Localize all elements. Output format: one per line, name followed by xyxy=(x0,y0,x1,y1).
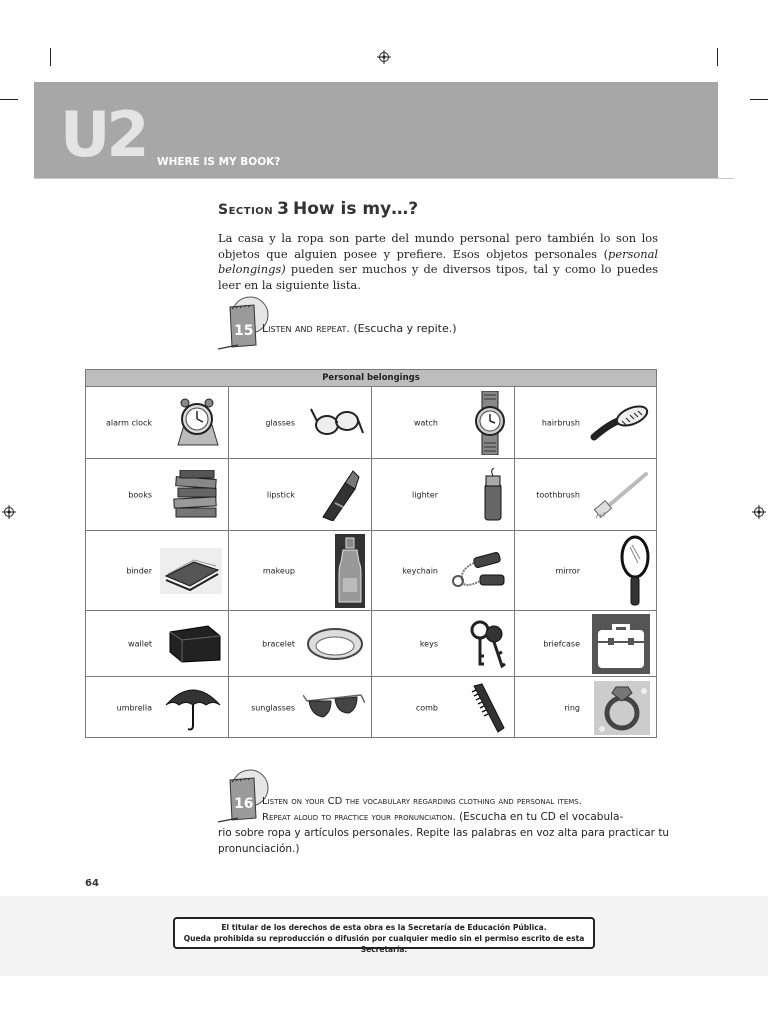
instruction-english: Listen on your CD the vocabulary regarding clothing and personal items. xyxy=(262,796,582,807)
crop-mark xyxy=(750,99,768,100)
section-label: Section xyxy=(218,202,274,218)
binder-icon xyxy=(160,548,222,594)
crop-mark xyxy=(717,48,718,66)
table-cell xyxy=(86,387,229,459)
wallet-icon xyxy=(168,624,222,664)
item-label: alarm clock xyxy=(105,418,152,427)
watch-icon xyxy=(472,391,508,455)
table-cell xyxy=(515,459,656,531)
intro-paragraph xyxy=(218,231,658,293)
item-label: mirror xyxy=(555,566,580,575)
notice-line: Queda prohibida su reproducción o difusión por cualquier medio sin el permiso escrito de esta Secretaría. xyxy=(183,934,585,954)
glasses-icon xyxy=(309,403,365,443)
table-cell xyxy=(86,611,229,677)
item-label: ring xyxy=(564,703,580,712)
keychain-icon xyxy=(450,551,508,591)
section-title: How is my…? xyxy=(293,199,419,219)
item-label: lipstick xyxy=(266,490,295,499)
mirror-icon xyxy=(620,535,650,607)
table-cell xyxy=(372,387,515,459)
header-divider xyxy=(34,178,734,179)
table-cell xyxy=(372,677,515,738)
track-instruction-line: pronunciación.) xyxy=(218,843,300,855)
table-cell xyxy=(86,459,229,531)
briefcase-icon xyxy=(592,614,650,674)
track-instruction-line xyxy=(262,796,582,807)
table-cell xyxy=(515,531,656,611)
instruction-english: Repeat aloud to practice your pronunciation. xyxy=(262,812,456,823)
item-label: watch xyxy=(413,418,438,427)
intro-text: La casa y la ropa son parte del mundo personal pero también lo son los objetos que alguien posee y prefiere. Esos objetos personales ( xyxy=(218,231,658,261)
comb-icon xyxy=(468,682,508,734)
item-label: keychain xyxy=(402,566,438,575)
hairbrush-icon xyxy=(590,403,650,443)
crop-mark xyxy=(0,99,18,100)
registration-mark-icon xyxy=(752,505,766,519)
table-cell xyxy=(372,531,515,611)
books-icon xyxy=(170,470,222,520)
section-heading xyxy=(218,199,418,219)
instruction-english: Listen and repeat. xyxy=(262,322,350,335)
notice-line: El titular de los derechos de esta obra es la Secretaría de Educación Pública. xyxy=(221,923,547,932)
crop-mark xyxy=(50,48,51,66)
track-number: 15 xyxy=(234,323,254,339)
toothbrush-icon xyxy=(592,470,650,520)
registration-mark-icon xyxy=(377,50,391,64)
intro-italic: personal belongings) xyxy=(218,246,658,276)
unit-code: U2 xyxy=(60,98,146,171)
table-cell xyxy=(372,611,515,677)
keys-icon xyxy=(468,618,508,670)
table-cell xyxy=(515,387,656,459)
item-label: bracelet xyxy=(262,639,295,648)
track-instruction xyxy=(262,322,457,335)
page-number: 64 xyxy=(85,878,99,889)
table-cell xyxy=(86,677,229,738)
item-label: sunglasses xyxy=(251,703,295,712)
item-label: binder xyxy=(126,566,152,575)
registration-mark-icon xyxy=(2,505,16,519)
sunglasses-icon xyxy=(303,691,365,725)
instruction-spanish: (Escucha en tu CD el vocabula- xyxy=(455,811,624,823)
item-label: keys xyxy=(419,639,438,648)
bracelet-icon xyxy=(305,624,365,664)
lipstick-icon xyxy=(315,469,365,521)
item-label: umbrella xyxy=(116,703,152,712)
item-label: toothbrush xyxy=(536,490,580,499)
table-cell xyxy=(229,459,372,531)
personal-belongings-table xyxy=(85,369,657,738)
ring-icon xyxy=(594,681,650,735)
lighter-icon xyxy=(478,468,508,522)
section-number: 3 xyxy=(277,199,290,219)
item-label: hairbrush xyxy=(541,418,580,427)
item-label: books xyxy=(128,490,152,499)
alarm-clock-icon xyxy=(172,395,222,451)
unit-title: WHERE IS MY BOOK? xyxy=(157,156,281,168)
track-number: 16 xyxy=(234,796,254,812)
table-cell xyxy=(515,611,656,677)
copyright-notice xyxy=(173,917,595,954)
makeup-bottle-icon xyxy=(335,534,365,608)
instruction-spanish: (Escucha y repite.) xyxy=(349,322,457,335)
track-instruction-line: rio sobre ropa y artículos personales. Repite las palabras en voz alta para practicar tu xyxy=(218,827,670,839)
umbrella-icon xyxy=(164,683,222,733)
table-cell xyxy=(86,531,229,611)
item-label: comb xyxy=(415,703,438,712)
item-label: briefcase xyxy=(543,639,580,648)
table-header: Personal belongings xyxy=(86,370,656,387)
table-cell xyxy=(229,611,372,677)
item-label: makeup xyxy=(262,566,295,575)
table-cell xyxy=(229,387,372,459)
table-cell xyxy=(229,677,372,738)
table-cell xyxy=(515,677,656,738)
track-instruction-line xyxy=(262,811,623,823)
item-label: lighter xyxy=(412,490,438,499)
table-cell xyxy=(229,531,372,611)
intro-text-2: pueden ser muchos y de diversos tipos, tal y como lo puedes leer en la siguiente lista. xyxy=(218,262,658,292)
table-cell xyxy=(372,459,515,531)
item-label: wallet xyxy=(128,639,152,648)
item-label: glasses xyxy=(265,418,295,427)
